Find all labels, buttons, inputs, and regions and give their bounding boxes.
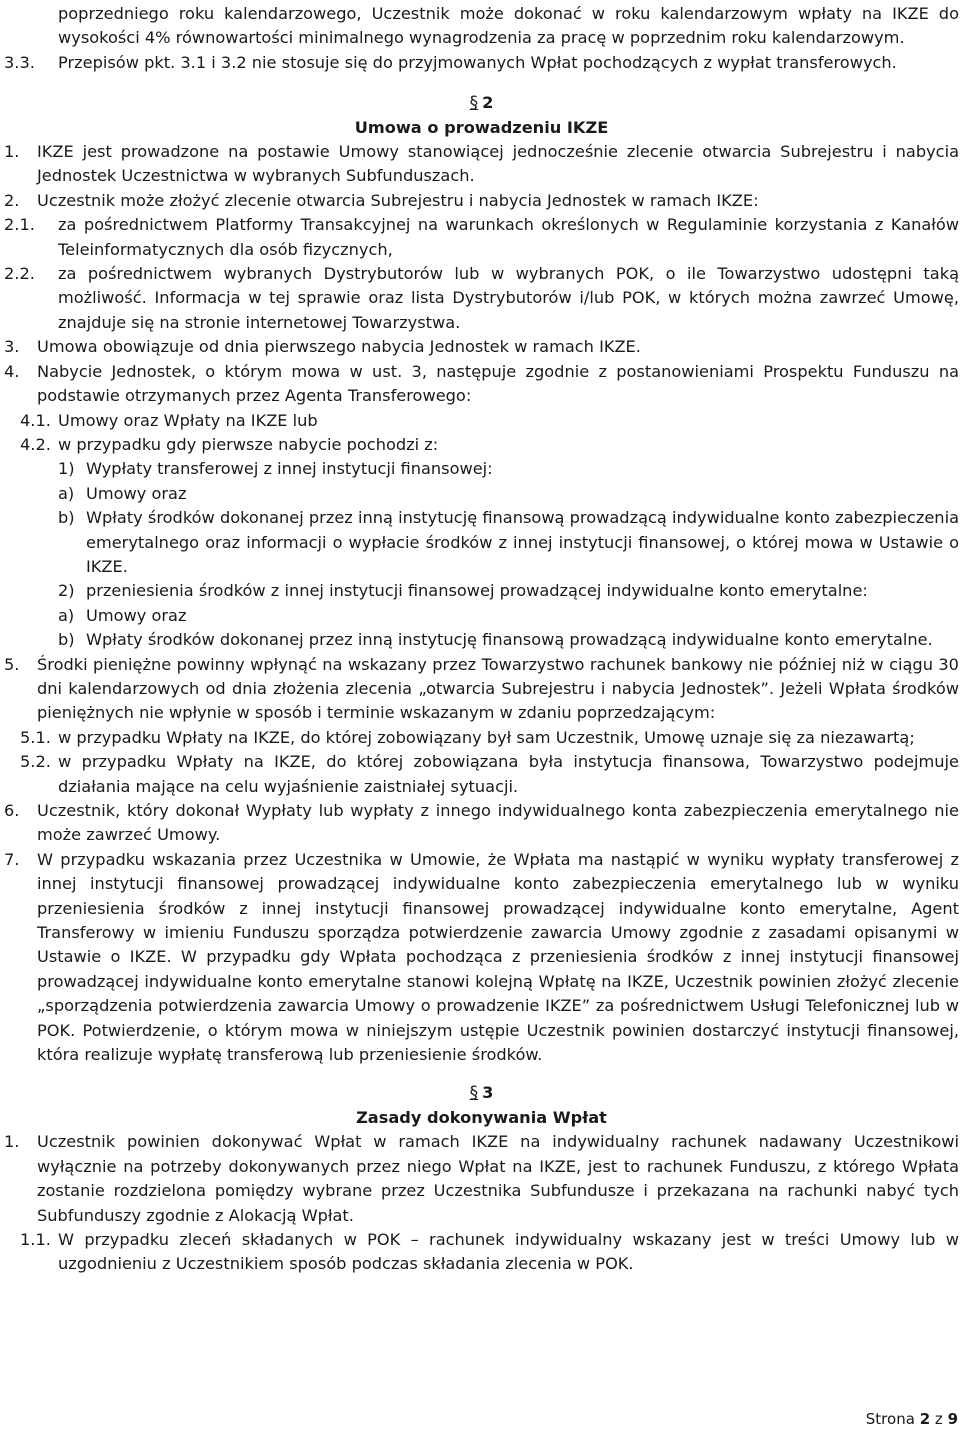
s2-item-7: 7. W przypadku wskazania przez Uczestnika w Umowie, że Wpłata ma nastąpić w wyniku wypłaty transferowej z innej instytucji finansowej prowadzącej indywidualne konto zabezpieczenia emerytalnego lub w wyniku przeniesienia środków z innej instytucji finansowej prowadzącej indywidualne konto emerytalne, Agent Transferowy w imieniu Funduszu sporządza potwierdzenie zawarcia Umowy zgodnie z zasadami opisanymi w Ustawie o IKZE. W przypadku gdy Wpłata pochodząca z przeniesienia środków z innej instytucji finansowej prowadzącej indywidualne konto emerytalne stanowi kolejną Wpłatę na IKZE, Uczestnik powinien złożyć zlecenie „sporządzenia potwierdzenia zawarcia Umowy o prowadzenie IKZE” za pośrednictwem Usługi Telefonicznej lub w POK. Potwierdzenie, o którym mowa w niniejszym ustępie Uczestnik powinien dostarczyć instytucji finansowej, która realizuje wypłatę transferową lub przeniesienie środków. [4, 849, 959, 1065]
section-3-heading [4, 1081, 959, 1105]
s2-item-4-2-2: 2) przeniesienia środków z innej instytucji finansowej prowadzącej indywidualne konto emerytalne: [58, 581, 868, 601]
section-2-title: Umowa o prowadzeniu IKZE [354, 117, 609, 137]
section-number: 3 [482, 1083, 494, 1103]
page-number: 2 [919, 1410, 931, 1428]
s2-item-4-2-2-a: a) Umowy oraz [58, 605, 187, 625]
page-label: Strona [865, 1410, 915, 1428]
point-text: Przepisów pkt. 3.1 i 3.2 nie stosuje się do przyjmowanych Wpłat pochodzących z wypłat transferowych. [58, 52, 897, 72]
point-3-3 [4, 51, 959, 75]
s2-item-5: 5. Środki pieniężne powinny wpłynąć na wskazany przez Towarzystwo rachunek bankowy nie później niż w ciągu 30 dni kalendarzowych od dnia złożenia zlecenia „otwarcia Subrejestru i nabycia Jednostek”. Jeżeli Wpłata środków pieniężnych nie wpłynie w sposób i terminie wskazanym w zdaniu poprzedzającym: [4, 654, 959, 723]
s2-item-4-2-2-b: b) Wpłaty środków dokonanej przez inną instytucję finansową prowadzącą indywidualne konto emerytalne. [58, 630, 933, 650]
page-footer [866, 1409, 958, 1429]
section-2-heading [4, 91, 959, 115]
s2-item-2-2: 2.2. za pośrednictwem wybranych Dystrybutorów lub w wybranych POK, o ile Towarzystwo udostępni taką możliwość. Informacja w tej sprawie oraz lista Dystrybutorów i/lub POK, w których można zawrzeć Umowę, znajduje się na stronie internetowej Towarzystwa. [4, 264, 959, 332]
section-sign: § [469, 93, 479, 114]
s2-item-1: 1. IKZE jest prowadzone na postawie Umowy stanowiącej jednocześnie zlecenie otwarcia Subrejestru i nabycia Jednostek Uczestnictwa w wybranych Subfunduszach. [4, 142, 959, 186]
point-number: 3.3. [4, 52, 35, 72]
s2-item-4-2-1-b: b) Wpłaty środków dokonanej przez inną instytucję finansową prowadzącą indywidualne konto zabezpieczenia emerytalnego oraz informacji o wypłacie środków z innej instytucji finansowej, o której mowa w Ustawie o IKZE. [58, 508, 959, 576]
section-sign: § [469, 1083, 479, 1104]
s2-item-6: 6. Uczestnik, który dokonał Wypłaty lub wypłaty z innego indywidualnego konta zabezpieczenia emerytalnego nie może zawrzeć Umowy. [4, 801, 959, 845]
section-number: 2 [482, 93, 494, 113]
s2-item-4-1: 4.1. Umowy oraz Wpłaty na IKZE lub [20, 410, 318, 430]
s2-item-4-2-1: 1) Wypłaty transferowej z innej instytucji finansowej: [58, 459, 493, 479]
s2-item-2-1: 2.1. za pośrednictwem Platformy Transakcyjnej na warunkach określonych w Regulaminie korzystania z Kanałów Teleinformatycznych dla osób fizycznych, [4, 215, 959, 259]
s2-item-2: 2. Uczestnik może złożyć zlecenie otwarcia Subrejestru i nabycia Jednostek w ramach IKZE: [4, 190, 759, 210]
section-3-title: Zasady dokonywania Wpłat [356, 1107, 607, 1127]
s2-item-3: 3. Umowa obowiązuje od dnia pierwszego nabycia Jednostek w ramach IKZE. [4, 337, 641, 357]
s3-item-1: 1. Uczestnik powinien dokonywać Wpłat w ramach IKZE na indywidualny rachunek nadawany Uczestnikowi wyłącznie na potrzeby dokonywanych przez niego Wpłat na IKZE, jest to rachunek Funduszu, z którego Wpłata zostanie rozdzielona pomiędzy wybrane przez Uczestnika Subfundusze i przekazana na rachunki nabyć tych Subfunduszy zgodnie z Alokacją Wpłat. [4, 1132, 959, 1225]
intro-paragraph [4, 2, 959, 51]
s2-item-4-2-1-a: a) Umowy oraz [58, 483, 187, 503]
s2-item-5-1: 5.1. w przypadku Wpłaty na IKZE, do której zobowiązany był sam Uczestnik, Umowę uznaje się za niezawartą; [20, 727, 915, 747]
s2-item-5-2: 5.2. w przypadku Wpłaty na IKZE, do której zobowiązana była instytucja finansowa, Towarzystwo podejmuje działania mające na celu wyjaśnienie zaistniałej sytuacji. [20, 752, 959, 796]
intro-text: poprzedniego roku kalendarzowego, Uczestnik może dokonać w roku kalendarzowym wpłaty na IKZE do wysokości 4% równowartości minimalnego wynagrodzenia za pracę w poprzednim roku kalendarzowym. [58, 4, 959, 48]
page-total: 9 [947, 1410, 958, 1428]
document-page [4, 2, 959, 1277]
s2-item-4: 4. Nabycie Jednostek, o którym mowa w ust. 3, następuje zgodnie z postanowieniami Prospektu Funduszu na podstawie otrzymanych przez Agenta Transferowego: [4, 361, 959, 406]
s3-item-1-1: 1.1. W przypadku zleceń składanych w POK – rachunek indywidualny wskazany jest w treści Umowy lub w uzgodnieniu z Uczestnikiem sposób podczas składania zlecenia w POK. [20, 1229, 959, 1274]
s2-item-4-2: 4.2. w przypadku gdy pierwsze nabycie pochodzi z: [20, 434, 439, 454]
page-separator: z [934, 1410, 943, 1428]
